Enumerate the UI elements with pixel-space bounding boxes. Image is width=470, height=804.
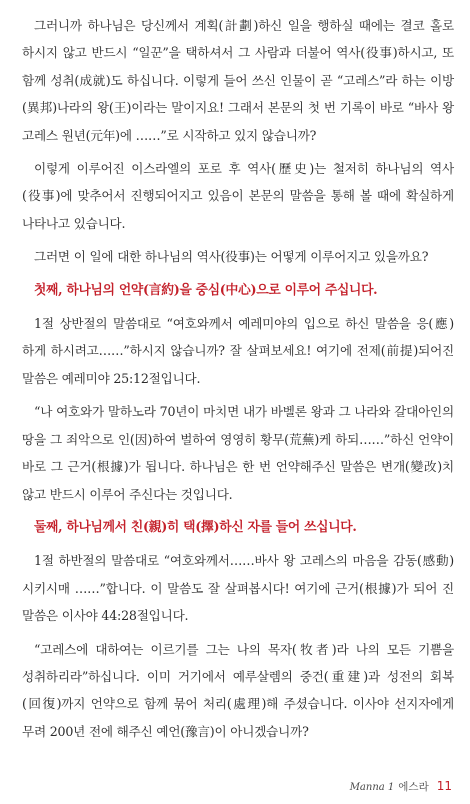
paragraph-verse-1b: 1절 하반절의 말씀대로 “여호와께서……바사 왕 고레스의 마음을 감동(感動)시키시매 ……”합니다. 이 말씀도 잘 살펴봅시다! 여기에 근거(根據)가 되어 진 말씀은 이사야 44:28절입니다. (22, 553, 454, 624)
page-footer (350, 779, 452, 794)
series-title: Manna 1 (349, 782, 395, 793)
paragraph-plan-and-worker: 그러니까 하나님은 당신께서 계획(計劃)하신 일을 행하실 때에는 결코 홀로 하시지 않고 반드시 “일꾼”을 택하셔서 그 사람과 더불어 역사(役事)하시고, 또 함께 성취(成就)도 하십니다. 이렇게 들어 쓰신 인물이 곧 “고레스”라 하는 이방(異邦)나라의 왕(王)이라는 말이지요! 그래서 본문의 첫 번 기록이 바로 “바사 왕 고레스 원년(元年)에 ……”로 시작하고 있지 않습니까? (22, 18, 454, 143)
heading-second-point: 둘째, 하나님께서 친(親)히 택(擇)하신 자를 들어 쓰십니다. (34, 519, 357, 535)
paragraph-jeremiah-quote: “나 여호와가 말하노라 70년이 마치면 내가 바벨론 왕과 그 나라와 갈대아인의 땅을 그 죄악으로 인(因)하여 벌하여 영영히 황무(荒蕪)케 하되……”하신 언약이 바로 그 근거(根據)가 됩니다. 하나님은 한 번 언약해주신 말씀은 변개(變改)치 않고 반드시 이루어 주신다는 것입니다. (22, 404, 454, 502)
page-body (22, 12, 454, 751)
page-number: 11 (436, 779, 452, 793)
book-title: 에스라 (398, 781, 429, 793)
paragraph-history-of-israel: 이렇게 이루어진 이스라엘의 포로 후 역사(歷史)는 철저히 하나님의 역사(役事)에 맞추어서 진행되어지고 있음이 본문의 말씀을 통해 볼 때에 확실하게 나타나고 있습니다. (22, 161, 454, 231)
paragraph-isaiah-quote: “고레스에 대하여는 이르기를 그는 나의 목자(牧者)라 나의 모든 기쁨을 성취하리라”하십니다. 이미 거기에서 예루살렘의 중건(重建)과 성전의 회복(回復)까지 언약으로 함께 묶어 처리(處理)해 주셨습니다. 이사야 선지자에게 무려 200년 전에 해주신 예언(豫言)이 아니겠습니까? (22, 641, 454, 739)
paragraph-verse-1a: 1절 상반절의 말씀대로 “여호와께서 예레미야의 입으로 하신 말씀을 응(應)하게 하시려고……”하시지 않습니까? 잘 살펴보세요! 여기에 전제(前提)되어진 말씀은 예레미야 25:12절입니다. (22, 316, 454, 386)
paragraph-question: 그러면 이 일에 대한 하나님의 역사(役事)는 어떻게 이루어지고 있을까요? (34, 249, 429, 265)
heading-first-point: 첫째, 하나님의 언약(言約)을 중심(中心)으로 이루어 주십니다. (34, 282, 378, 298)
